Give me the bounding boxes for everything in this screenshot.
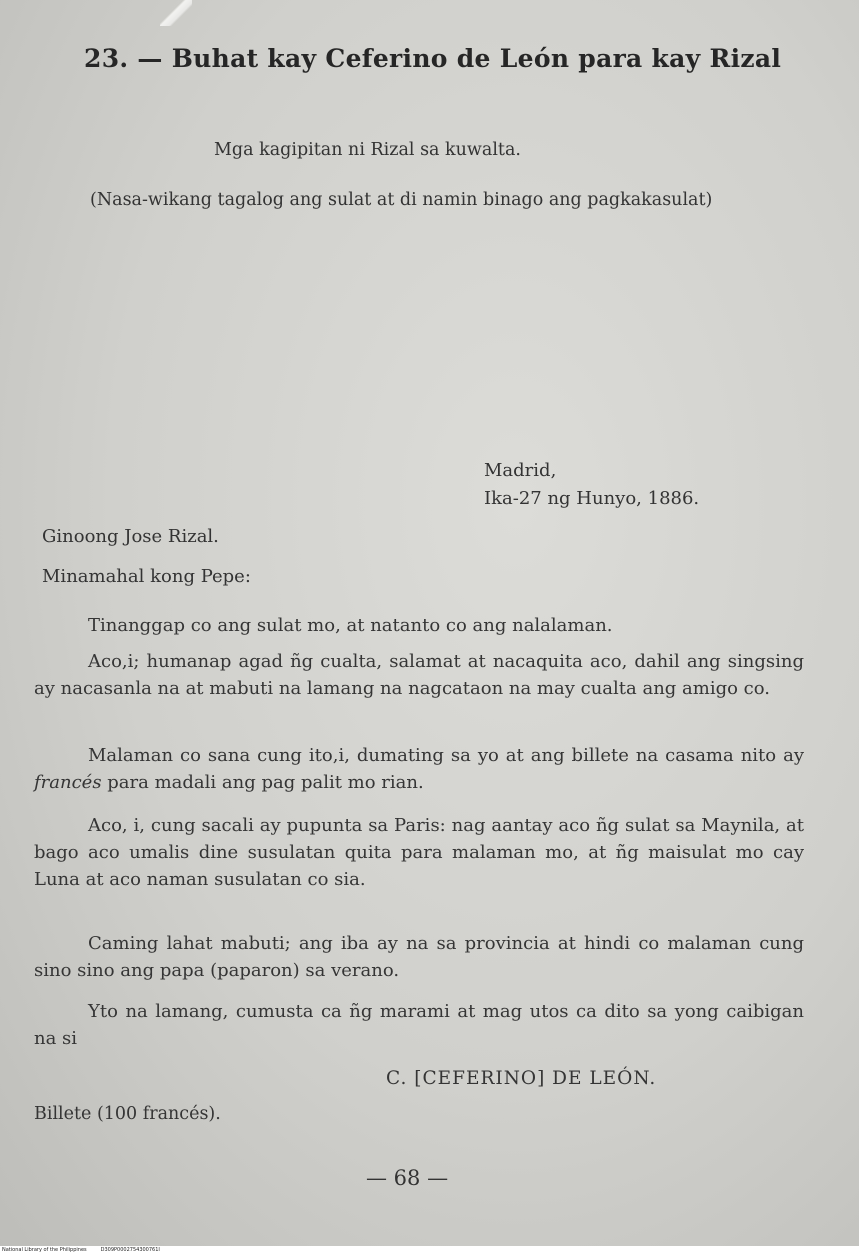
letter-paragraph-2: Aco,i; humanap agad ñg cualta, salamat at nacaquita aco, dahil ang singsing ay nacasanla na at mabuti na lamang na nagcataon na may cualta ang amigo co.: [34, 651, 804, 699]
paper-fold-mark: [160, 0, 192, 26]
letter-paragraph-5: Caming lahat mabuti; ang iba ay na sa provincia at hindi co malaman cung sino sino ang papa (paparon) sa verano.: [34, 933, 804, 981]
letter-date: Ika-27 ng Hunyo, 1886.: [484, 488, 700, 509]
editorial-note: (Nasa-wikang tagalog ang sulat at di namin binago ang pagkakasulat): [90, 190, 713, 210]
letter-place: Madrid,: [484, 460, 557, 481]
scan-footer-text: [2, 1246, 174, 1254]
paragraph-3-italic-word: francés: [34, 772, 102, 793]
scan-footer-strip: [0, 1246, 859, 1254]
paragraph-3-text-end: para madali ang pag palit mo rian.: [101, 772, 424, 793]
letter-heading: 23. — Buhat kay Ceferino de León para kay Rizal: [84, 44, 782, 73]
letter-paragraph-3: [34, 742, 804, 796]
letter-paragraph-1: Tinanggap co ang sulat mo, at natanto co ang nalalaman.: [88, 615, 613, 636]
recipient-name: Ginoong Jose Rizal.: [42, 526, 219, 547]
letter-paragraph-6: Yto na lamang, cumusta ca ñg marami at mag utos ca dito sa yong caibigan na si: [34, 1001, 804, 1049]
page-number: — 68 —: [366, 1166, 449, 1190]
letter-paragraph-4: Aco, i, cung sacali ay pupunta sa Paris: nag aantay aco ñg sulat sa Maynila, at bago aco umalis dine susulatan quita para malaman mo, at ñg maisulat mo cay Luna at aco naman susulatan co sia.: [34, 815, 804, 890]
salutation: Minamahal kong Pepe:: [42, 566, 251, 587]
footer-code: D309P0002754300761I: [100, 1247, 160, 1253]
enclosure-note: Billete (100 francés).: [34, 1104, 221, 1124]
letter-signature: C. [CEFERINO] DE LEÓN.: [386, 1068, 657, 1089]
paragraph-3-text-start: Malaman co sana cung ito,i, dumating sa yo at ang billete na casama nito ay: [88, 745, 804, 766]
footer-library: National Library of the Philippines: [2, 1247, 87, 1253]
letter-subtitle: Mga kagipitan ni Rizal sa kuwalta.: [214, 140, 521, 160]
